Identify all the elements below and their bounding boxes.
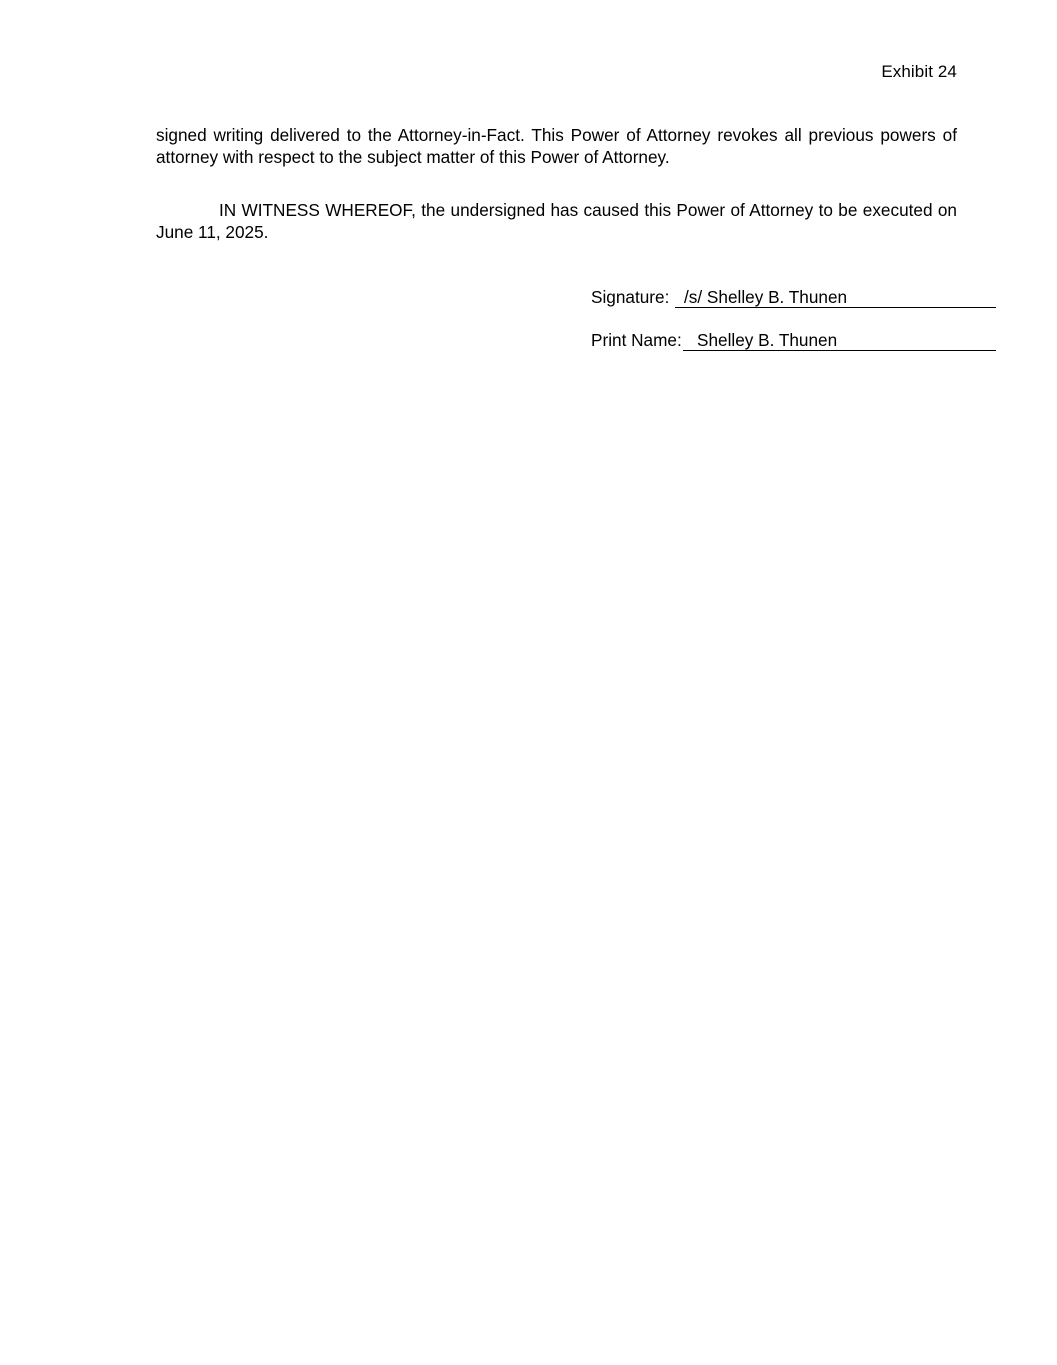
print-name-line — [683, 329, 996, 351]
revocation-paragraph: signed writing delivered to the Attorney-in-Fact. This Power of Attorney revokes all previous powers of attorney with respect to the subject matter of this Power of Attorney. — [156, 125, 957, 167]
signature-label: Signature: — [591, 287, 670, 307]
print-name-value: Shelley B. Thunen — [697, 330, 838, 350]
signature-line — [675, 286, 996, 308]
signature-row — [591, 286, 996, 310]
signature-value: /s/ Shelley B. Thunen — [684, 287, 848, 307]
witness-paragraph: IN WITNESS WHEREOF, the undersigned has caused this Power of Attorney to be executed on June 11, 2025. — [156, 200, 957, 242]
exhibit-number: Exhibit 24 — [881, 62, 957, 81]
print-name-row — [591, 329, 996, 353]
print-name-label: Print Name: — [591, 330, 682, 350]
